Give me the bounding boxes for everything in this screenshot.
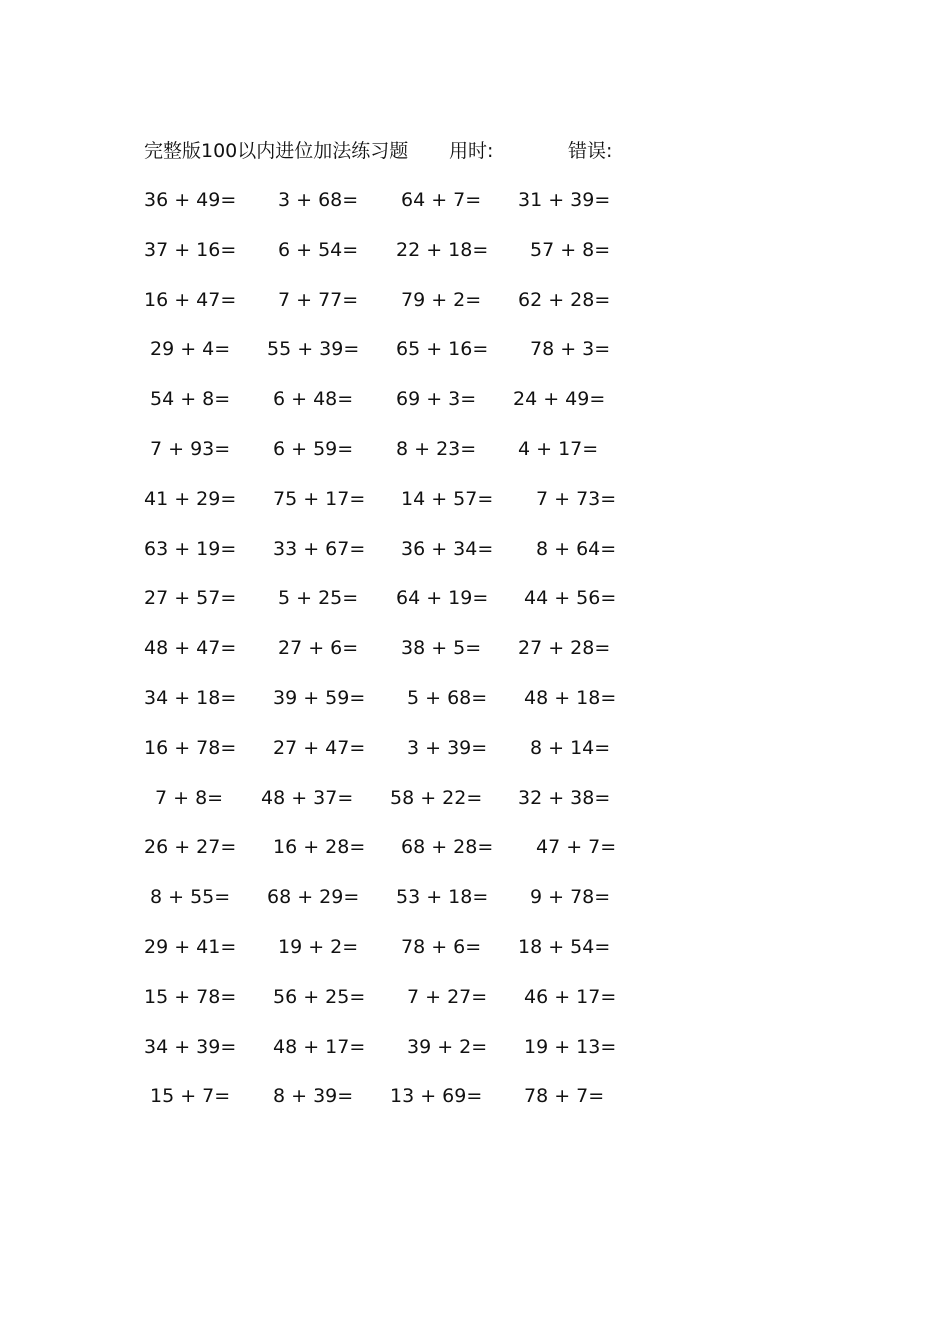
problem-row [0,534,700,564]
addition-problem: 27 + 28= [518,637,611,659]
addition-problem: 31 + 39= [518,189,611,211]
addition-problem: 8 + 14= [530,737,611,759]
addition-problem: 3 + 39= [407,737,488,759]
addition-problem: 78 + 6= [401,936,482,958]
addition-problem: 29 + 41= [144,936,237,958]
addition-problem: 33 + 67= [273,538,366,560]
addition-problem: 24 + 49= [513,388,606,410]
addition-problem: 62 + 28= [518,289,611,311]
problem-row [0,633,700,663]
addition-problem: 38 + 5= [401,637,482,659]
addition-problem: 65 + 16= [396,338,489,360]
addition-problem: 63 + 19= [144,538,237,560]
addition-problem: 54 + 8= [150,388,231,410]
problem-row [0,733,700,763]
addition-problem: 9 + 78= [530,886,611,908]
addition-problem: 16 + 28= [273,836,366,858]
addition-problem: 27 + 57= [144,587,237,609]
addition-problem: 48 + 18= [524,687,617,709]
problem-row [0,384,700,414]
addition-problem: 27 + 47= [273,737,366,759]
problem-row [0,1032,700,1062]
problem-row [0,185,700,215]
addition-problem: 56 + 25= [273,986,366,1008]
addition-problem: 16 + 78= [144,737,237,759]
addition-problem: 16 + 47= [144,289,237,311]
addition-problem: 6 + 48= [273,388,354,410]
addition-problem: 5 + 68= [407,687,488,709]
addition-problem: 7 + 27= [407,986,488,1008]
addition-problem: 64 + 7= [401,189,482,211]
addition-problem: 39 + 59= [273,687,366,709]
addition-problem: 15 + 78= [144,986,237,1008]
addition-problem: 26 + 27= [144,836,237,858]
addition-problem: 19 + 2= [278,936,359,958]
addition-problem: 8 + 55= [150,886,231,908]
addition-problem: 7 + 77= [278,289,359,311]
addition-problem: 48 + 47= [144,637,237,659]
addition-problem: 68 + 28= [401,836,494,858]
addition-problem: 8 + 39= [273,1085,354,1107]
addition-problem: 53 + 18= [396,886,489,908]
addition-problem: 57 + 8= [530,239,611,261]
addition-problem: 3 + 68= [278,189,359,211]
addition-problem: 48 + 17= [273,1036,366,1058]
addition-problem: 75 + 17= [273,488,366,510]
addition-problem: 64 + 19= [396,587,489,609]
addition-problem: 79 + 2= [401,289,482,311]
addition-problem: 8 + 64= [536,538,617,560]
problem-row [0,334,700,364]
addition-problem: 14 + 57= [401,488,494,510]
addition-problem: 27 + 6= [278,637,359,659]
problem-row [0,982,700,1012]
addition-problem: 6 + 59= [273,438,354,460]
addition-problem: 6 + 54= [278,239,359,261]
addition-problem: 36 + 49= [144,189,237,211]
addition-problem: 55 + 39= [267,338,360,360]
addition-problem: 7 + 73= [536,488,617,510]
addition-problem: 41 + 29= [144,488,237,510]
addition-problem: 68 + 29= [267,886,360,908]
addition-problem: 22 + 18= [396,239,489,261]
addition-problem: 48 + 37= [261,787,354,809]
problem-row [0,1081,700,1111]
problem-row [0,932,700,962]
problem-row [0,583,700,613]
problem-row [0,285,700,315]
problem-row [0,484,700,514]
addition-problem: 13 + 69= [390,1085,483,1107]
addition-problem: 36 + 34= [401,538,494,560]
addition-problem: 78 + 3= [530,338,611,360]
error-count-label: 错误: [568,140,613,162]
addition-problem: 19 + 13= [524,1036,617,1058]
addition-problem: 7 + 93= [150,438,231,460]
problem-row [0,882,700,912]
addition-problem: 47 + 7= [536,836,617,858]
addition-problem: 7 + 8= [155,787,224,809]
addition-problem: 32 + 38= [518,787,611,809]
addition-problem: 34 + 39= [144,1036,237,1058]
addition-problem: 4 + 17= [518,438,599,460]
addition-problem: 5 + 25= [278,587,359,609]
addition-problem: 78 + 7= [524,1085,605,1107]
addition-problem: 46 + 17= [524,986,617,1008]
addition-problem: 29 + 4= [150,338,231,360]
time-used-label: 用时: [449,140,494,162]
problem-row [0,783,700,813]
addition-problem: 69 + 3= [396,388,477,410]
problem-row [0,434,700,464]
problem-row [0,683,700,713]
addition-problem: 39 + 2= [407,1036,488,1058]
addition-problem: 37 + 16= [144,239,237,261]
addition-problem: 15 + 7= [150,1085,231,1107]
addition-problem: 44 + 56= [524,587,617,609]
addition-problem: 58 + 22= [390,787,483,809]
addition-problem: 18 + 54= [518,936,611,958]
problem-row [0,832,700,862]
addition-problem: 8 + 23= [396,438,477,460]
problem-row [0,235,700,265]
addition-problem: 34 + 18= [144,687,237,709]
worksheet-title: 完整版100以内进位加法练习题 [144,140,409,162]
